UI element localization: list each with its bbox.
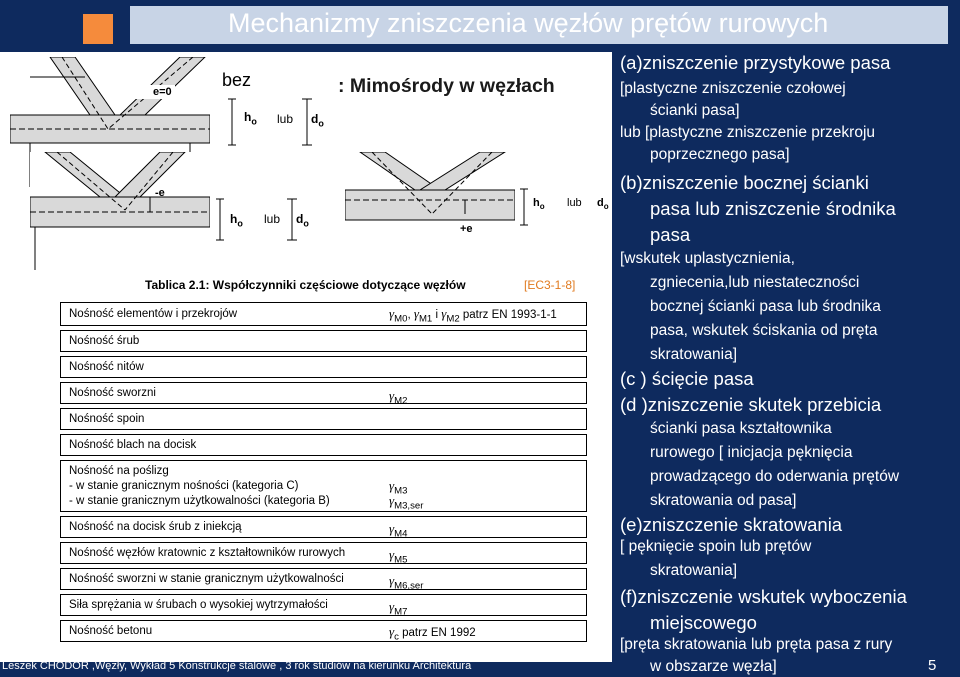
table-row [60, 408, 587, 430]
table-row [60, 620, 587, 642]
failure-mode-line: skratowania] [650, 562, 738, 579]
row-label-line3: - w stanie granicznym użytkowalności (kategoria B) [69, 495, 330, 507]
failure-mode-line: [wskutek uplastycznienia, [620, 250, 795, 267]
failure-mode-line: skratowania od pasa] [650, 492, 797, 509]
table-row [60, 568, 587, 590]
failure-mode-line: (c ) ścięcie pasa [620, 368, 754, 389]
failure-mode-line: pasa, wskutek ściskania od pręta [650, 322, 878, 339]
row-value: $\gamma_{M0}$, $\gamma_{M1}$ i $\gamma_{M2}$ patrz EN 1993-1-1 [389, 306, 557, 325]
lub-label: lub [277, 112, 294, 126]
row-label: Nośność sworzni w stanie granicznym użytkowalności [69, 573, 344, 585]
mimosrody-heading: : Mimośrody w węzłach [338, 75, 555, 97]
failure-mode-line: zgniecenia,lub niestateczności [650, 274, 860, 291]
row-value: $\gamma_{M5}$ [389, 547, 408, 566]
do-label-2: $d_o$ [296, 212, 309, 229]
footer-text: Leszek CHODOR ,Węzły, Wykład 5 Konstrukcje stalowe , 3 rok studiów na kierunku Architektura [2, 660, 472, 672]
row-label-line2: - w stanie granicznym nośności (kategoria C) [69, 480, 299, 492]
table-caption: Tablica 2.1: Współczynniki częściowe dotyczące węzłów [145, 278, 466, 292]
failure-mode-line: (e)zniszczenie skratowania [620, 514, 843, 535]
table-reference: [EC3-1-8] [524, 278, 576, 292]
table-row [60, 302, 587, 326]
row-value: $\gamma_{M6,ser}$ [389, 573, 424, 592]
ho-label-2: $h_o$ [230, 212, 243, 229]
failure-mode-line: [plastyczne zniszczenie czołowej [620, 80, 846, 97]
row-value: $\gamma_{M4}$ [389, 521, 408, 540]
joint-diagram-negative-e [30, 152, 210, 272]
failure-mode-line: skratowania] [650, 346, 738, 363]
eccentricity-label-negative: -e [155, 187, 165, 199]
left-content-panel [0, 52, 612, 662]
failure-mode-line: ścianki pasa] [650, 102, 740, 119]
failure-mode-line: [pręta skratowania lub pręta pasa z rury [620, 636, 893, 653]
failure-mode-line: (d )zniszczenie skutek przebicia [620, 394, 882, 415]
table-row [60, 434, 587, 456]
row-value-2: $\gamma_{M3,ser}$ [389, 493, 424, 512]
lub-label-3: lub [567, 197, 582, 209]
row-label: Nośność blach na docisk [69, 439, 197, 451]
row-label: Nośność sworzni [69, 387, 156, 399]
lub-label-2: lub [264, 212, 281, 226]
failure-mode-line: bocznej ścianki pasa lub środnika [650, 298, 881, 315]
bez-label: bez [222, 70, 252, 90]
failure-mode-line: ścianki pasa kształtownika [650, 420, 832, 437]
row-label: Nośność na docisk śrub z iniekcją [69, 521, 242, 533]
failure-mode-line: w obszarze węzła] [650, 658, 777, 675]
failure-mode-line: lub [plastyczne zniszczenie przekroju [620, 124, 876, 141]
failure-mode-line: rurowego [ inicjacja pęknięcia [650, 444, 853, 461]
failure-mode-line: pasa [650, 224, 691, 245]
failure-mode-line: prowadzącego do oderwania prętów [650, 468, 900, 485]
failure-mode-line: (a)zniszczenie przystykowe pasa [620, 52, 891, 73]
joint-diagram-positive-e [345, 152, 515, 247]
row-label: Nośność nitów [69, 361, 144, 373]
failure-mode-line: [ pęknięcie spoin lub prętów [620, 538, 812, 555]
row-label: Nośność na poślizg [69, 465, 169, 477]
row-label: Nośność spoin [69, 413, 145, 425]
table-row [60, 330, 587, 352]
table-row [60, 594, 587, 616]
eccentricity-label-e0: e=0 [153, 86, 172, 98]
row-label: Nośność węzłów kratownic z kształtowników rurowych [69, 547, 346, 559]
eccentricity-label-positive: +e [460, 223, 473, 235]
slide-title: Mechanizmy zniszczenia węzłów prętów rurowych [228, 8, 829, 38]
failure-mode-line: pasa lub zniszczenie środnika [650, 198, 896, 219]
failure-mode-line: miejscowego [650, 612, 757, 633]
table-row [60, 356, 587, 378]
row-value: $\gamma_{M2}$ [389, 388, 408, 407]
row-label: Nośność elementów i przekrojów [69, 308, 238, 320]
partial-factors-table [60, 302, 587, 647]
failure-mode-line: poprzecznego pasa] [650, 146, 790, 163]
table-row [60, 516, 587, 538]
do-label: $d_o$ [311, 112, 324, 129]
failure-mode-line: (b)zniszczenie bocznej ścianki [620, 172, 869, 193]
row-label: Siła sprężania w śrubach o wysokiej wytrzymałości [69, 599, 328, 611]
slide-accent-square [83, 14, 113, 44]
row-value: $\gamma_c$ patrz EN 1992 [389, 624, 476, 643]
table-row [60, 460, 587, 512]
row-label: Nośność śrub [69, 335, 140, 347]
failure-modes-list [620, 52, 960, 677]
table-row [60, 382, 587, 407]
do-label-3: $d_o$ [597, 197, 609, 212]
failure-mode-line: (f)zniszczenie wskutek wyboczenia [620, 586, 907, 607]
row-label: Nośność betonu [69, 625, 153, 637]
row-value: $\gamma_{M7}$ [389, 599, 408, 618]
page-number: 5 [928, 657, 937, 674]
row-value: $\gamma_{M3}$ [389, 478, 408, 497]
ho-label: $h_o$ [244, 110, 257, 127]
table-row [60, 542, 587, 564]
ho-label-3: $h_o$ [533, 197, 545, 212]
